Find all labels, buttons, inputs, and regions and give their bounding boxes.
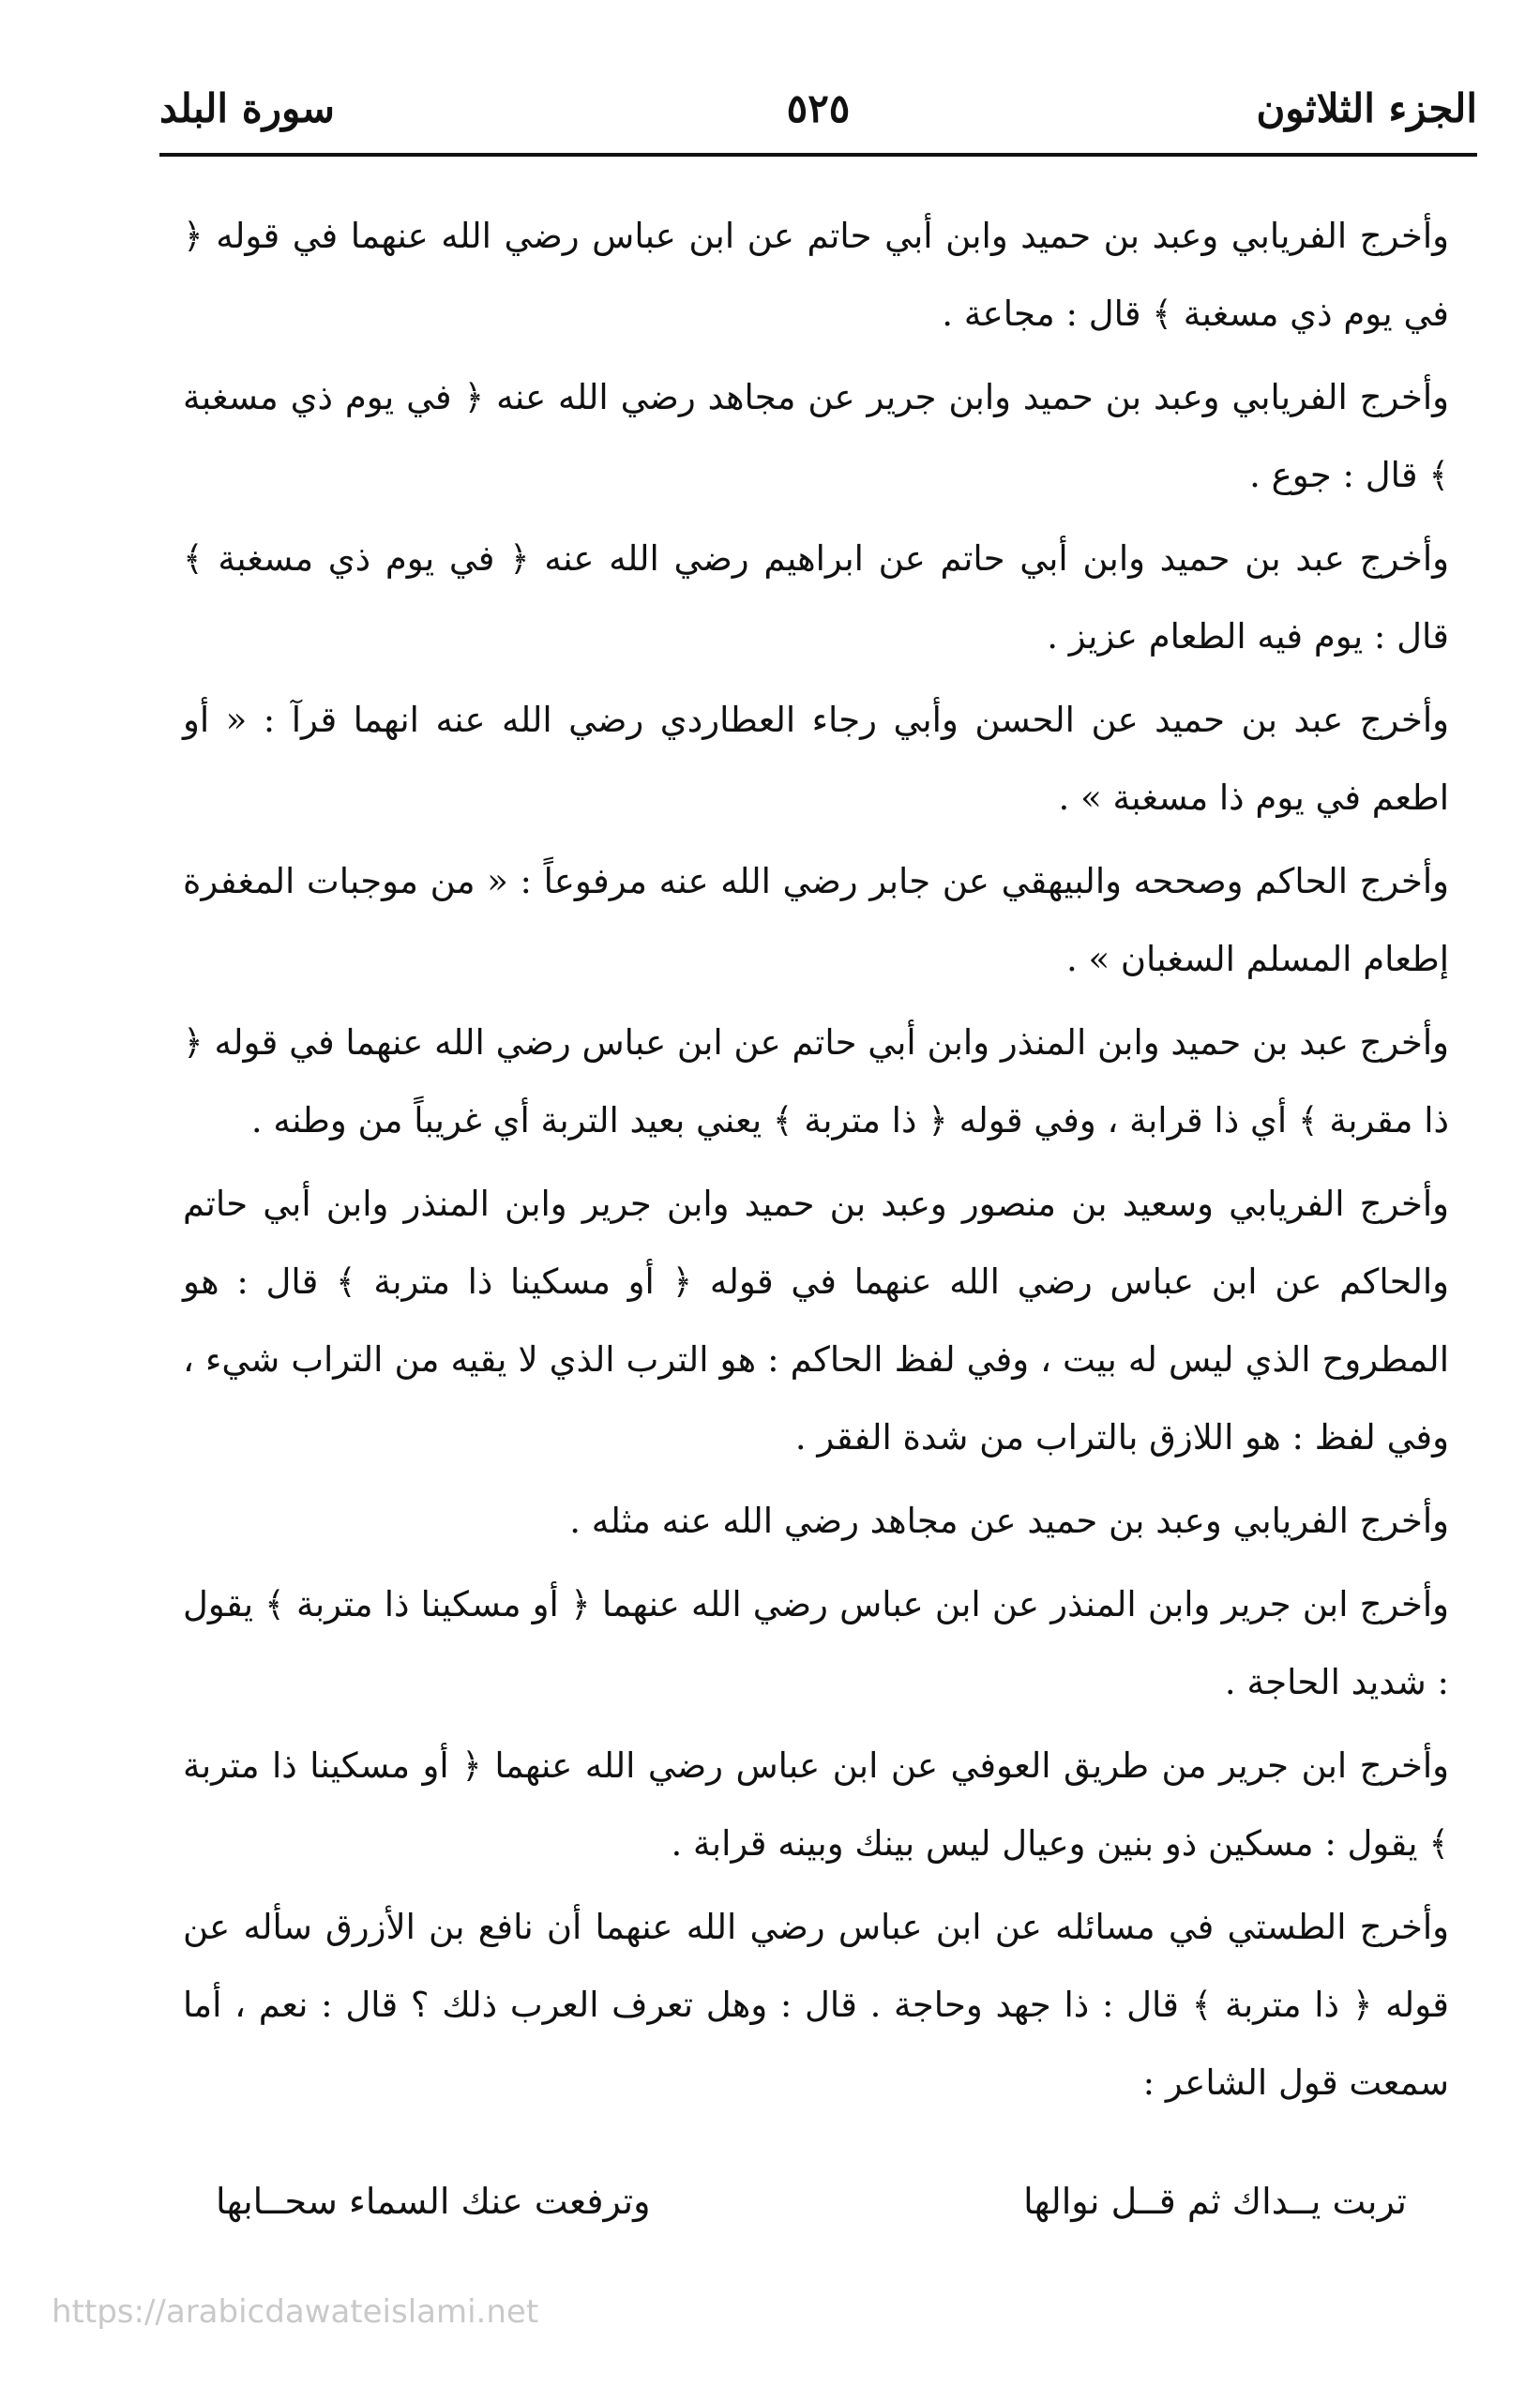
paragraph-2: وأخرج الفريابي وعبد بن حميد وابن جرير عن مجاهد رضي الله عنه ﴿ في يوم ذي مسغبة ﴾ قال : جوع .	[183, 377, 1449, 495]
paragraph-11: وأخرج الطستي في مسائله عن ابن عباس رضي الله عنهما أن نافع بن الأزرق سأله عن قوله ﴿ ذا متربة ﴾ قال : ذا جهد وحاجة . قال : وهل تعرف العرب ذلك ؟ قال : نعم ، أما سمعت قول الشاعر :	[183, 1907, 1449, 2103]
paragraph-4: وأخرج عبد بن حميد عن الحسن وأبي رجاء العطاردي رضي الله عنه انهما قرآ : « أو اطعم في يوم ذا مسغبة » .	[183, 700, 1449, 818]
header-rule	[159, 153, 1477, 157]
paragraph-5: وأخرج الحاكم وصححه والبيهقي عن جابر رضي الله عنه مرفوعاً : « من موجبات المغفرة إطعام المسلم السغبان » .	[183, 861, 1449, 979]
poetry-verse	[216, 2181, 1407, 2222]
verse-second-hemistich: وترفعت عنك السماء سحــابها	[216, 2181, 651, 2222]
paragraph-3: وأخرج عبد بن حميد وابن أبي حاتم عن ابراهيم رضي الله عنه ﴿ في يوم ذي مسغبة ﴾ قال : يوم فيه الطعام عزيز .	[183, 538, 1449, 657]
paragraph-6: وأخرج عبد بن حميد وابن المنذر وابن أبي حاتم عن ابن عباس رضي الله عنهما في قوله ﴿ ذا مقربة ﴾ أي ذا قرابة ، وفي قوله ﴿ ذا متربة ﴾ يعني بعيد التربة أي غريباً من وطنه .	[183, 1022, 1449, 1141]
paragraph-8: وأخرج الفريابي وعبد بن حميد عن مجاهد رضي الله عنه مثله .	[569, 1501, 1449, 1541]
header-part-title: الجزء الثلاثون	[1256, 84, 1477, 131]
paragraph-10: وأخرج ابن جرير من طريق العوفي عن ابن عباس رضي الله عنهما ﴿ أو مسكينا ذا متربة ﴾ يقول : مسكين ذو بنين وعيال ليس بينك وبينه قرابة .	[183, 1745, 1449, 1864]
paragraph-1: وأخرج الفريابي وعبد بن حميد وابن أبي حاتم عن ابن عباس رضي الله عنهما في قوله ﴿ في يوم ذي مسغبة ﴾ قال : مجاعة .	[183, 216, 1449, 334]
body-text	[183, 197, 1449, 2127]
page-header	[159, 75, 1477, 141]
paragraph-7: وأخرج الفريابي وسعيد بن منصور وعبد بن حميد وابن جرير وابن المنذر وابن أبي حاتم والحاكم عن ابن عباس رضي الله عنهما في قوله ﴿ أو مسكينا ذا متربة ﴾ قال : هو المطروح الذي ليس له بيت ، وفي لفظ الحاكم : هو الترب الذي لا يقيه من التراب شيء ، وفي لفظ : هو اللازق بالتراب من شدة الفقر .	[183, 1184, 1449, 1458]
verse-first-hemistich: تربت يــداك ثم قــل نوالها	[1023, 2181, 1407, 2222]
watermark-url: https://arabicdawateislami.net	[52, 2293, 539, 2331]
header-surah-title: سورة البلد	[159, 84, 335, 131]
page-number: ٥٢٥	[786, 84, 851, 131]
paragraph-9: وأخرج ابن جرير وابن المنذر عن ابن عباس رضي الله عنهما ﴿ أو مسكينا ذا متربة ﴾ يقول : شديد الحاجة .	[183, 1584, 1449, 1702]
